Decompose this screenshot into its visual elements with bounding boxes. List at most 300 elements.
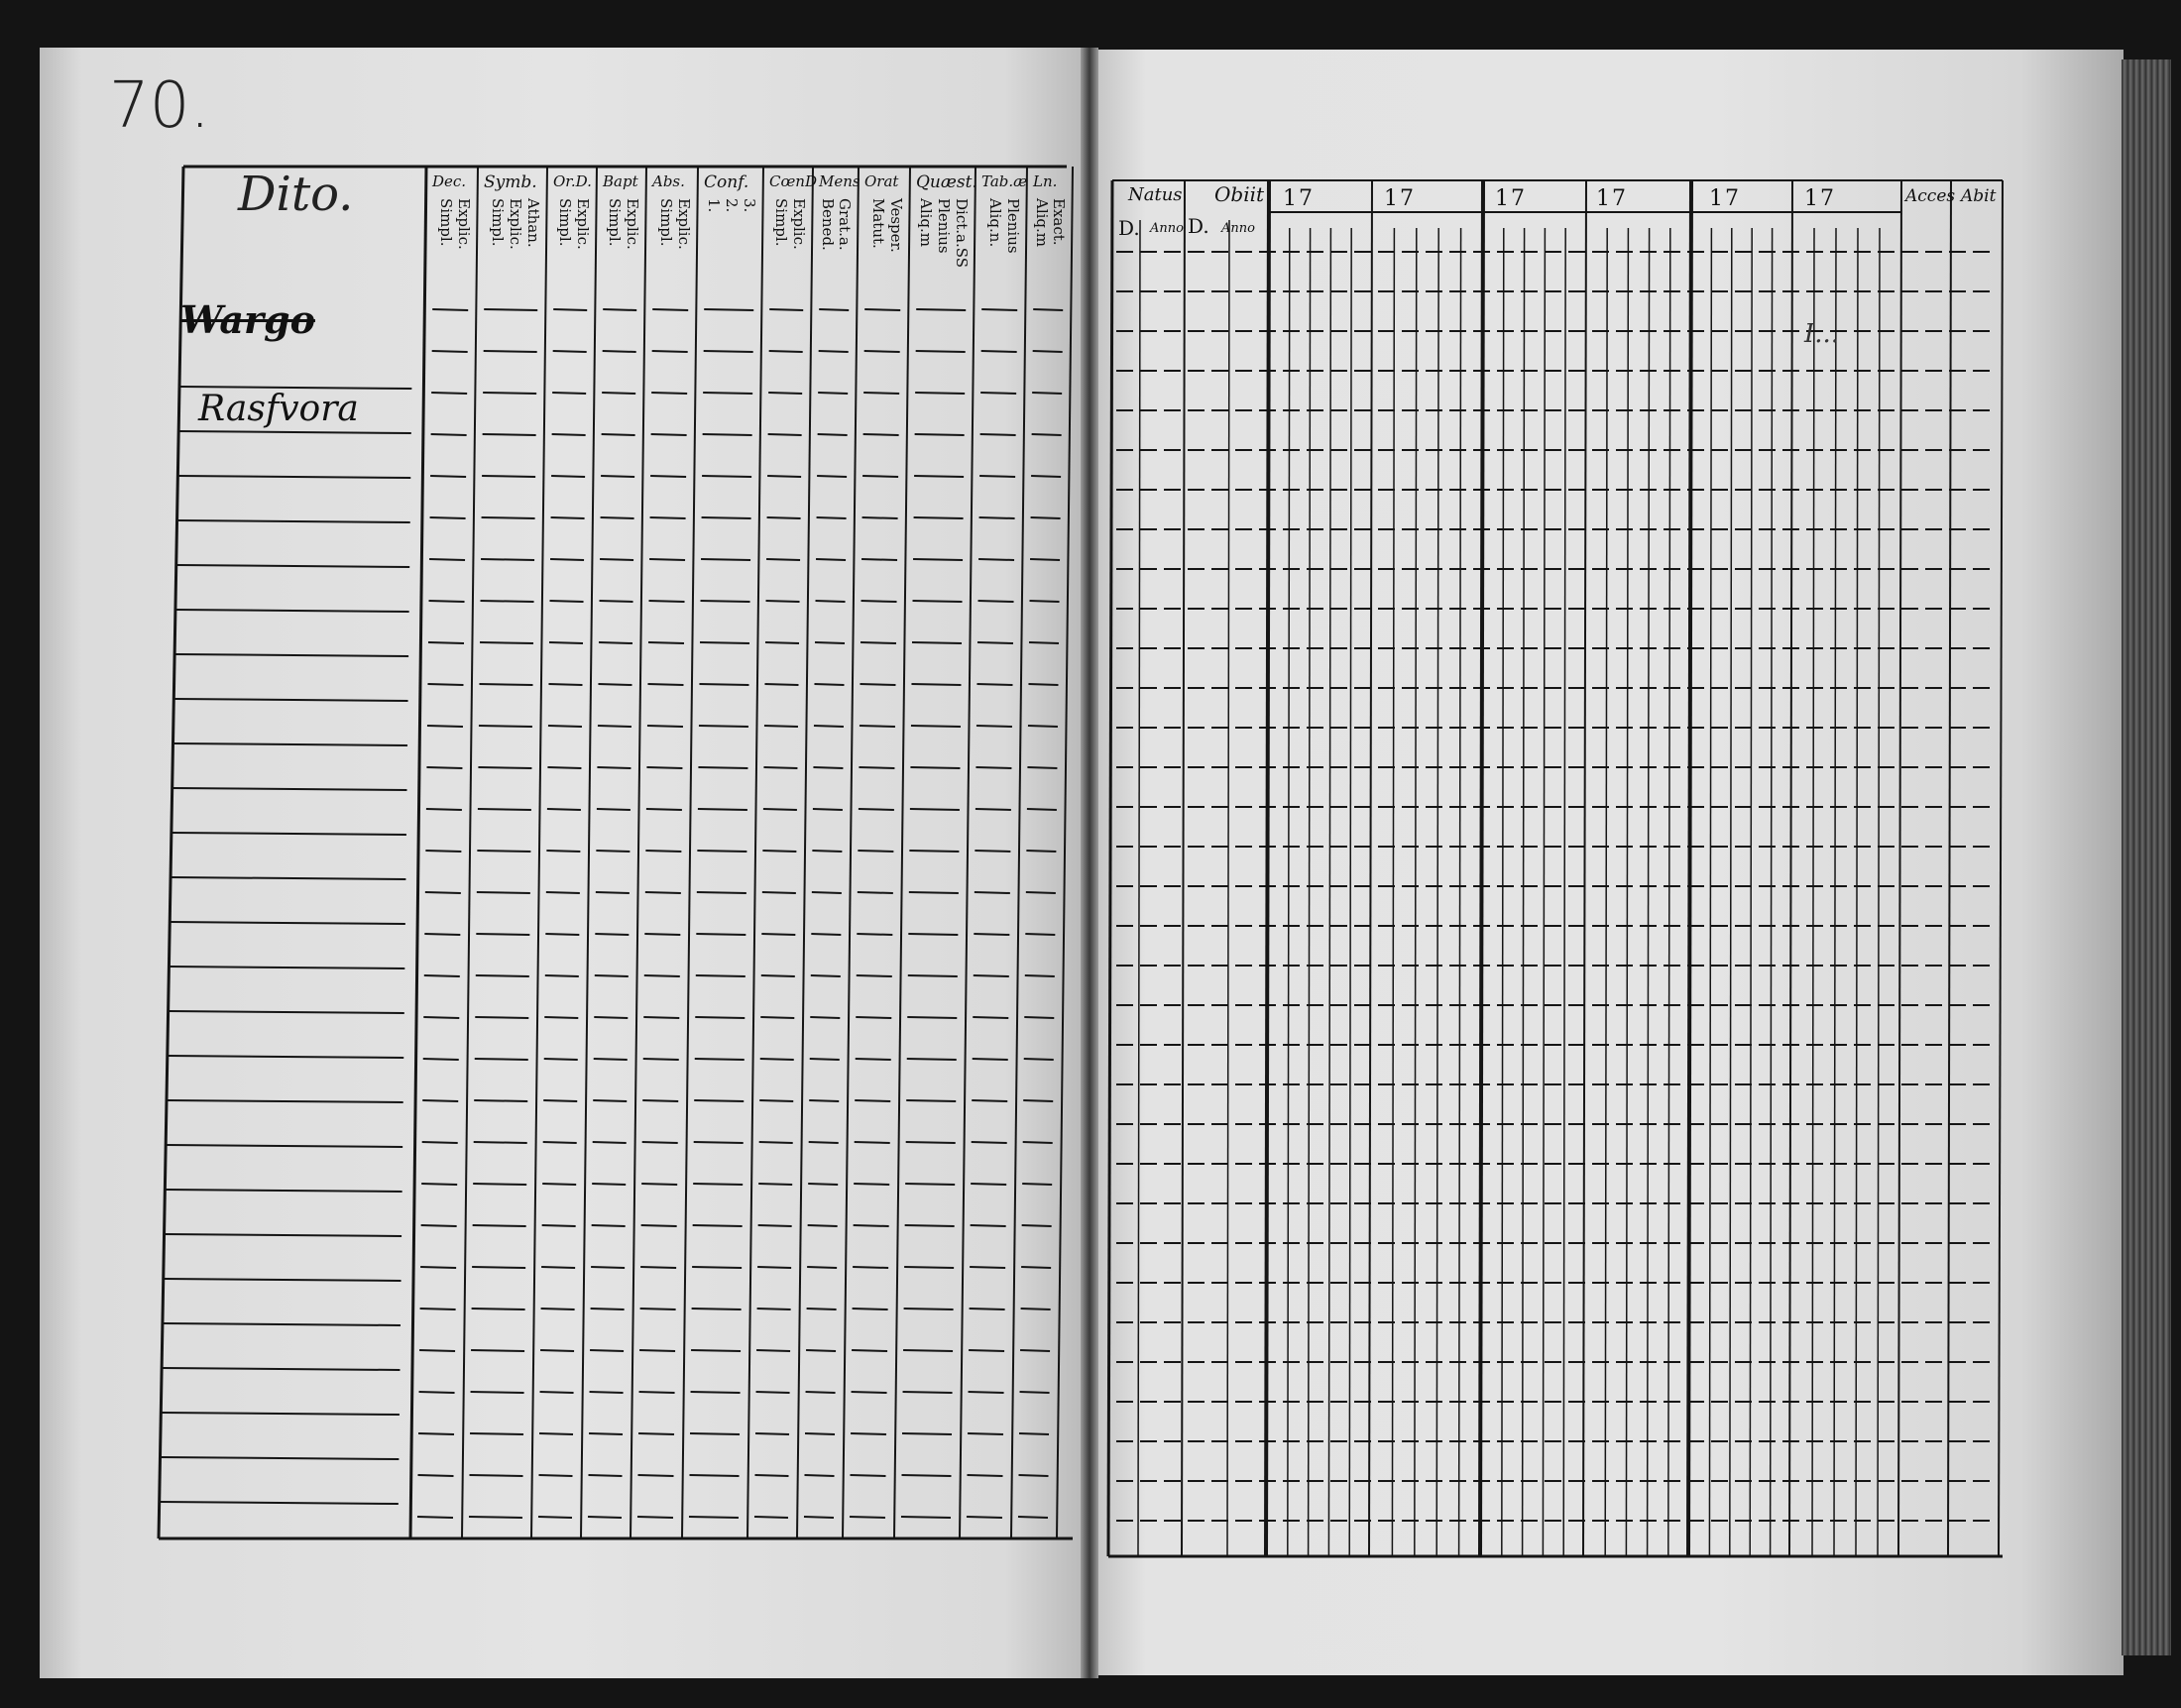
column-tick [759,1142,793,1143]
column-tick [761,934,795,935]
column-tick [482,517,535,518]
column-tick [593,1142,627,1143]
column-tick [419,1392,455,1393]
column-tick [805,1433,835,1434]
column-tick [979,476,1015,477]
column-tick [761,975,795,976]
section-divider [1182,180,1185,1556]
column-tick [694,1100,744,1101]
column-tick [597,767,631,768]
column-tick [699,726,748,727]
column-subheader: Aliq.n. [986,198,1004,248]
column-tick [474,1100,527,1101]
column-tick [639,1350,675,1351]
column-tick [426,809,462,810]
row-line [169,1056,403,1058]
minor-column [1771,228,1773,1556]
column-tick [540,1392,574,1393]
minor-column [1626,228,1628,1556]
minor-column [1878,228,1880,1556]
column-tick [425,892,461,893]
column-tick [856,1017,891,1018]
column-tick [476,934,529,935]
column-tick [853,1267,888,1268]
column-tick [977,642,1013,643]
column-tick [431,434,467,435]
column-tick [600,601,633,602]
column-tick [813,809,843,810]
year-header: 17 [1596,186,1628,211]
column-subheader: Explic. [455,198,473,250]
column-tick [1023,1100,1053,1101]
column-tick [854,1184,889,1185]
column-tick [645,851,681,852]
column-tick [1019,1475,1049,1476]
column-tick [543,1100,577,1101]
column-tick [431,393,467,394]
column-divider [462,167,478,1538]
column-tick [969,1392,1004,1393]
column-tick [767,517,801,518]
column-header: Or.D. [553,172,592,190]
column-tick [546,851,580,852]
column-tick [976,684,1012,685]
row-line [163,1368,400,1370]
column-divider [531,167,547,1538]
column-tick [652,351,688,352]
column-tick [807,1267,837,1268]
column-header: Bapt [603,172,638,190]
row-line [166,1190,402,1192]
column-tick [904,1267,954,1268]
column-subheader: Dict.a.SS [953,198,971,269]
year-header: 17 [1283,186,1315,211]
column-tick [806,1350,836,1351]
column-tick [755,1475,789,1476]
column-tick [974,975,1009,976]
column-divider [1057,167,1073,1538]
column-subheader: Explic. [624,198,641,250]
column-tick [760,1017,794,1018]
column-tick [476,975,529,976]
column-header: Mens [819,172,861,190]
column-tick [642,1142,678,1143]
minor-column [1349,228,1351,1556]
column-tick [698,767,747,768]
column-tick [644,975,680,976]
column-tick [474,1142,527,1143]
column-tick [975,892,1010,893]
column-tick [1031,476,1061,477]
column-tick [694,1142,744,1143]
column-tick [854,1225,889,1226]
minor-column [1309,228,1311,1556]
column-subheader: Aliq.m [1033,198,1051,248]
column-tick [912,642,962,643]
column-tick [1026,851,1056,852]
column-tick [690,1475,740,1476]
column-tick [763,767,797,768]
minor-column [1227,220,1229,1556]
column-tick [814,726,844,727]
column-divider [1011,167,1027,1538]
row-line [175,654,408,656]
column-tick [757,1267,791,1268]
column-tick [908,975,958,976]
column-subheader: Bened. [819,198,837,251]
column-tick [650,517,686,518]
column-header: Dec. [432,172,467,190]
column-divider [682,167,698,1538]
column-tick [903,1350,953,1351]
column-tick [590,1392,624,1393]
column-tick [480,642,533,643]
column-tick [704,309,753,310]
column-tick [909,851,959,852]
column-tick [639,1392,675,1393]
column-tick [603,351,636,352]
handwritten-entry: Wargo [180,297,315,342]
column-tick [643,1059,679,1060]
minor-column [1459,228,1461,1556]
minor-column [1730,228,1732,1556]
column-tick [769,351,803,352]
column-tick [978,559,1014,560]
column-tick [553,309,587,310]
column-tick [764,726,798,727]
column-tick [967,1517,1002,1518]
column-tick [698,809,747,810]
column-tick [979,517,1015,518]
column-tick [424,975,460,976]
minor-column [1750,228,1752,1556]
column-tick [860,726,895,727]
year-header: 17 [1709,186,1741,211]
column-tick [470,1475,523,1476]
column-tick [818,393,848,394]
column-tick [545,934,579,935]
column-tick [598,726,631,727]
column-tick [861,601,897,602]
column-tick [973,1017,1008,1018]
column-tick [418,1475,454,1476]
column-tick [646,767,682,768]
column-tick [593,1100,627,1101]
minor-column [1392,228,1394,1556]
row-line [170,967,404,968]
column-tick [651,434,687,435]
column-tick [547,809,581,810]
column-tick [548,684,582,685]
column-tick [539,1475,573,1476]
minor-column [1502,228,1504,1556]
column-tick [641,1184,677,1185]
page-number: 70. [109,69,210,143]
column-tick [649,601,685,602]
column-tick [595,975,629,976]
column-tick [760,1059,794,1060]
column-tick [764,684,798,685]
column-tick [978,601,1014,602]
column-tick [552,393,586,394]
column-tick [806,1392,836,1393]
column-tick [766,601,800,602]
minor-column [1563,228,1565,1556]
column-tick [972,1142,1007,1143]
column-tick [1032,434,1062,435]
column-tick [1025,975,1055,976]
column-tick [470,1433,523,1434]
column-header: Orat [864,172,899,190]
column-tick [546,892,580,893]
column-tick [548,726,582,727]
column-tick [699,684,748,685]
column-divider [843,167,859,1538]
column-tick [755,1433,789,1434]
column-tick [980,434,1016,435]
column-tick [418,1433,454,1434]
column-tick [1020,1350,1050,1351]
row-line [173,788,407,790]
column-subheader: Exact. [1050,198,1068,246]
column-tick [852,1350,887,1351]
row-line [176,610,409,612]
column-tick [551,476,585,477]
column-tick [855,1142,890,1143]
column-tick [598,684,631,685]
column-tick [809,1142,839,1143]
column-tick [421,1184,457,1185]
column-tick [762,892,796,893]
column-tick [850,1517,885,1518]
column-tick [907,1059,957,1060]
column-tick [650,476,686,477]
column-tick [981,351,1017,352]
column-tick [862,517,898,518]
column-tick [1025,934,1055,935]
column-tick [695,1017,745,1018]
handwritten-entry: Rasfvora [198,389,359,429]
column-header: Tab.æ [981,172,1028,190]
row-line [172,833,406,835]
column-tick [974,934,1009,935]
column-tick [819,351,849,352]
column-tick [602,434,635,435]
column-tick [910,767,960,768]
handwritten-annotation: I... [1804,319,1840,349]
column-tick [768,393,802,394]
column-tick [914,476,964,477]
row-line [178,476,410,478]
column-tick [860,684,895,685]
column-tick [475,1017,528,1018]
column-tick [547,767,581,768]
column-tick [690,1433,740,1434]
column-tick [804,1517,834,1518]
column-tick [637,1517,673,1518]
column-tick [422,1100,458,1101]
column-tick [862,476,898,477]
column-tick [424,934,460,935]
column-tick [600,559,633,560]
column-tick [976,726,1012,727]
column-subheader: Matut. [869,198,887,249]
column-subheader: Grat.a. [836,198,854,251]
column-tick [972,1100,1007,1101]
minor-column [1648,228,1650,1556]
row-line [174,699,407,701]
column-tick [590,1350,624,1351]
column-tick [861,642,896,643]
column-tick [642,1100,678,1101]
column-tick [703,393,752,394]
column-tick [864,351,900,352]
section-divider [1688,180,1691,1556]
column-tick [596,892,630,893]
column-tick [1030,559,1060,560]
column-tick [902,1433,952,1434]
column-tick [484,309,537,310]
column-tick [1018,1517,1048,1518]
column-tick [541,1267,575,1268]
column-tick [482,476,535,477]
column-tick [911,726,961,727]
column-tick [813,767,843,768]
column-tick [644,934,680,935]
row-line [167,1145,402,1147]
column-tick [971,1184,1006,1185]
natus-header: Natus [1128,184,1183,205]
column-tick [538,1517,572,1518]
minor-column [1523,228,1525,1556]
column-tick [549,642,583,643]
column-tick [759,1100,793,1101]
column-tick [646,809,682,810]
column-tick [589,1433,623,1434]
column-subheader: 2. [723,198,741,213]
column-tick [483,393,536,394]
column-tick [915,393,965,394]
column-tick [754,1517,788,1518]
column-tick [1024,1017,1054,1018]
column-tick [550,601,584,602]
column-subheader: Explic. [507,198,524,250]
column-tick [540,1350,574,1351]
minor-column [1415,228,1417,1556]
column-tick [542,1184,576,1185]
column-tick [603,309,636,310]
section-divider [1266,180,1269,1556]
column-tick [697,851,746,852]
column-tick [425,851,461,852]
column-tick [805,1475,835,1476]
column-tick [981,309,1017,310]
minor-column [1709,228,1711,1556]
column-tick [908,934,958,935]
column-tick [428,642,464,643]
column-tick [970,1267,1005,1268]
column-tick [973,1059,1008,1060]
column-tick [1028,726,1058,727]
column-subheader: Simpl. [772,198,790,247]
column-tick [907,1017,957,1018]
column-tick [1023,1142,1053,1143]
column-subheader: Simpl. [437,198,455,247]
column-tick [905,1184,955,1185]
column-tick [769,309,803,310]
obiit-year-label: Anno [1221,221,1255,236]
column-tick [913,601,963,602]
section-divider [1583,180,1586,1556]
column-tick [643,1017,679,1018]
column-tick [592,1184,626,1185]
minor-column [1605,228,1607,1556]
column-tick [851,1433,886,1434]
column-tick [417,1517,453,1518]
column-tick [543,1142,577,1143]
column-tick [484,351,537,352]
column-tick [544,1017,578,1018]
column-tick [427,684,463,685]
column-tick [594,1059,628,1060]
column-tick [976,767,1011,768]
column-subheader: Simpl. [657,198,675,247]
column-tick [477,892,530,893]
column-tick [481,601,534,602]
column-tick [701,601,750,602]
column-tick [1027,809,1057,810]
column-tick [909,892,959,893]
column-tick [640,1267,676,1268]
column-tick [1024,1059,1054,1060]
obiit-header: Obiit [1214,182,1265,206]
column-tick [861,559,897,560]
column-tick [697,892,746,893]
column-tick [1020,1392,1050,1393]
table-border [1999,180,2003,1556]
year-header: 17 [1384,186,1416,211]
column-tick [704,351,753,352]
column-tick [975,851,1010,852]
section-divider [1948,180,1951,1556]
column-tick [1033,351,1063,352]
column-tick [471,1392,524,1393]
column-tick [810,1017,840,1018]
section-divider [1898,180,1901,1556]
column-tick [858,892,893,893]
column-tick [971,1225,1006,1226]
column-tick [1030,601,1060,602]
column-tick [756,1350,790,1351]
minor-column [1834,228,1836,1556]
column-tick [652,309,688,310]
row-line [179,431,411,433]
row-line [170,1011,404,1013]
column-tick [542,1225,576,1226]
column-tick [420,1267,456,1268]
column-tick [552,434,586,435]
column-tick [647,684,683,685]
column-tick [702,476,751,477]
column-tick [762,851,796,852]
column-tick [915,434,965,435]
column-tick [1019,1433,1049,1434]
column-tick [483,434,536,435]
column-tick [479,684,532,685]
column-tick [591,1267,625,1268]
row-line [177,565,409,567]
column-tick [703,434,752,435]
